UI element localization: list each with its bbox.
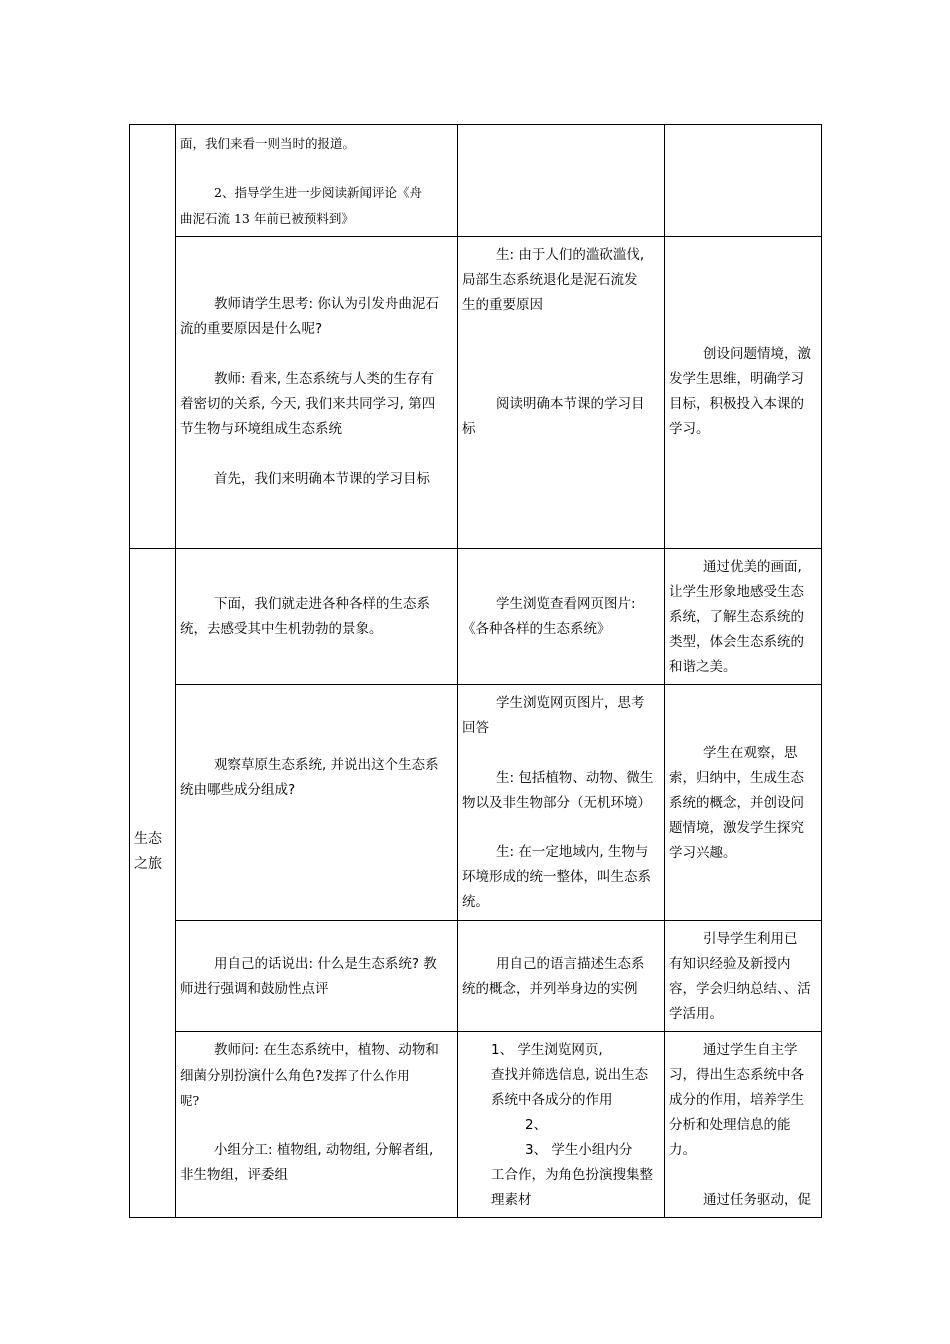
text-line: 学习。 (669, 421, 710, 437)
text-line: 习，得出生态系统中各 (669, 1067, 804, 1083)
text-line: 学活用。 (669, 1006, 723, 1022)
text-line: 环境形成的统一整体，叫生态系 (462, 869, 651, 885)
stage-cell (130, 549, 176, 1218)
text-line: 让学生形象地感受生态 (669, 584, 804, 600)
text-line: 小组分工: 植物组, 动物组, 分解者组, (214, 1142, 434, 1158)
text-line: 3、 学生小组内分 (525, 1142, 633, 1158)
student-activity-cell (458, 1032, 665, 1218)
design-intent-cell (665, 549, 822, 685)
table-row (130, 685, 822, 921)
text-line: 有知识经验及新授内 (669, 956, 791, 972)
teacher-activity-cell (176, 685, 458, 921)
student-activity-cell (458, 549, 665, 685)
text-line: 非生物组，评委组 (180, 1167, 288, 1183)
text-line: 生: 由于人们的滥砍滥伐, (496, 247, 645, 263)
text-line: 学生浏览查看网页图片: (496, 596, 636, 612)
student-activity-cell (458, 125, 665, 237)
text-line: 索，归纳中，生成生态 (669, 770, 804, 786)
student-activity-cell (458, 921, 665, 1032)
text-line: 目标，积极投入本课的 (669, 396, 804, 412)
text-line: 1、 学生浏览网页, (491, 1042, 603, 1058)
text-line: 回答 (462, 720, 489, 736)
design-intent-cell (665, 1032, 822, 1218)
text-line: 系统中各成分的作用 (491, 1092, 613, 1108)
text-line: 通过学生自主学 (703, 1042, 798, 1058)
text-line: 理素材 (491, 1192, 532, 1208)
teacher-activity-cell (176, 1032, 458, 1218)
text-line: 教师请学生思考: 你认为引发舟曲泥石 (214, 296, 439, 312)
text-line: 和谐之美。 (669, 659, 737, 675)
design-intent-cell (665, 237, 822, 549)
text-line: 学习兴趣。 (669, 845, 737, 861)
text-line: 工合作，为角色扮演搜集整 (491, 1167, 653, 1183)
table-row (130, 125, 822, 237)
text-line: 下面，我们就走进各种各样的生态系 (214, 596, 430, 612)
text-line: 流的重要原因是什么呢? (180, 321, 323, 337)
text-line: 2、 (525, 1117, 548, 1133)
teacher-activity-cell (176, 237, 458, 549)
text-line: 局部生态系统退化是泥石流发 (462, 272, 638, 288)
text-line: 系统，了解生态系统的 (669, 609, 804, 625)
text-line: 统由哪些成分组成? (180, 782, 296, 798)
text-line: 面，我们来看一则当时的报道。 (180, 136, 356, 151)
text-line: 师进行强调和鼓励性点评 (180, 981, 329, 997)
text-line: 呢? (180, 1093, 200, 1108)
text-line: 首先，我们来明确本节课的学习目标 (214, 471, 430, 487)
table-row (130, 237, 822, 549)
text-line: 观察草原生态系统, 并说出这个生态系 (214, 757, 439, 773)
text-line: 力。 (669, 1142, 696, 1158)
text-line: 发学生思维，明确学习 (669, 371, 804, 387)
text-line: 系统的概念，并创设问 (669, 795, 804, 811)
text-line: 容，学会归纳总结、、活 (669, 981, 811, 997)
table-row (130, 549, 822, 685)
table-row (130, 1032, 822, 1218)
text-line: 教师: 看来, 生态系统与人类的生存有 (214, 371, 434, 387)
text-line: 统，去感受其中生机勃勃的景象。 (180, 621, 383, 637)
text-line: 阅读明确本节课的学习目 (496, 396, 645, 412)
lesson-plan-table (129, 124, 822, 1218)
text-line: 生: 包括植物、动物、微生 (496, 770, 654, 786)
text-line: 着密切的关系, 今天, 我们来共同学习, 第四 (180, 396, 436, 412)
text-line: 生的重要原因 (462, 297, 543, 313)
text-line: 学生在观察，思 (703, 745, 798, 761)
stage-cell (130, 125, 176, 549)
text-line: 细菌分别扮演什么角色?发挥了什么作用 (180, 1068, 410, 1084)
text-line: 物以及非生物部分（无机环境） (462, 795, 651, 811)
text-line: 通过任务驱动，促 (703, 1192, 811, 1208)
text-line: 2、指导学生进一步阅读新闻评论《舟 (214, 185, 422, 200)
text-line: 分析和处理信息的能 (669, 1117, 791, 1133)
text-line: 标 (462, 421, 476, 437)
text-line: 统。 (462, 894, 489, 910)
text-line: 统的概念，并列举身边的实例 (462, 981, 638, 997)
text-line: 曲泥石流 13 年前已被预料到》 (180, 211, 354, 226)
text-line: 《各种各样的生态系统》 (462, 621, 611, 637)
text-line: 用自己的语言描述生态系 (496, 956, 645, 972)
text-line: 学生浏览网页图片，思考 (496, 695, 645, 711)
design-intent-cell (665, 921, 822, 1032)
student-activity-cell (458, 685, 665, 921)
text-line: 题情境，激发学生探究 (669, 820, 804, 836)
stage-label: 之旅 (134, 856, 162, 872)
teacher-activity-cell (176, 549, 458, 685)
teacher-activity-cell (176, 921, 458, 1032)
design-intent-cell (665, 125, 822, 237)
stage-label: 生态 (134, 831, 162, 847)
text-line: 类型，体会生态系统的 (669, 634, 804, 650)
text-line: 用自己的话说出: 什么是生态系统? 教 (214, 956, 437, 972)
text-line: 成分的作用，培养学生 (669, 1092, 804, 1108)
text-line: 教师问: 在生态系统中，植物、动物和 (214, 1042, 439, 1058)
teacher-activity-cell (176, 125, 458, 237)
text-line: 创设问题情境，激 (703, 346, 811, 362)
text-line: 查找并筛选信息, 说出生态 (491, 1067, 649, 1083)
table-row (130, 921, 822, 1032)
student-activity-cell (458, 237, 665, 549)
text-line: 节生物与环境组成生态系统 (180, 421, 342, 437)
text-line: 通过优美的画面, (703, 559, 802, 575)
text-line: 引导学生利用已 (703, 931, 798, 947)
design-intent-cell (665, 685, 822, 921)
text-line: 生: 在一定地域内, 生物与 (496, 844, 649, 860)
